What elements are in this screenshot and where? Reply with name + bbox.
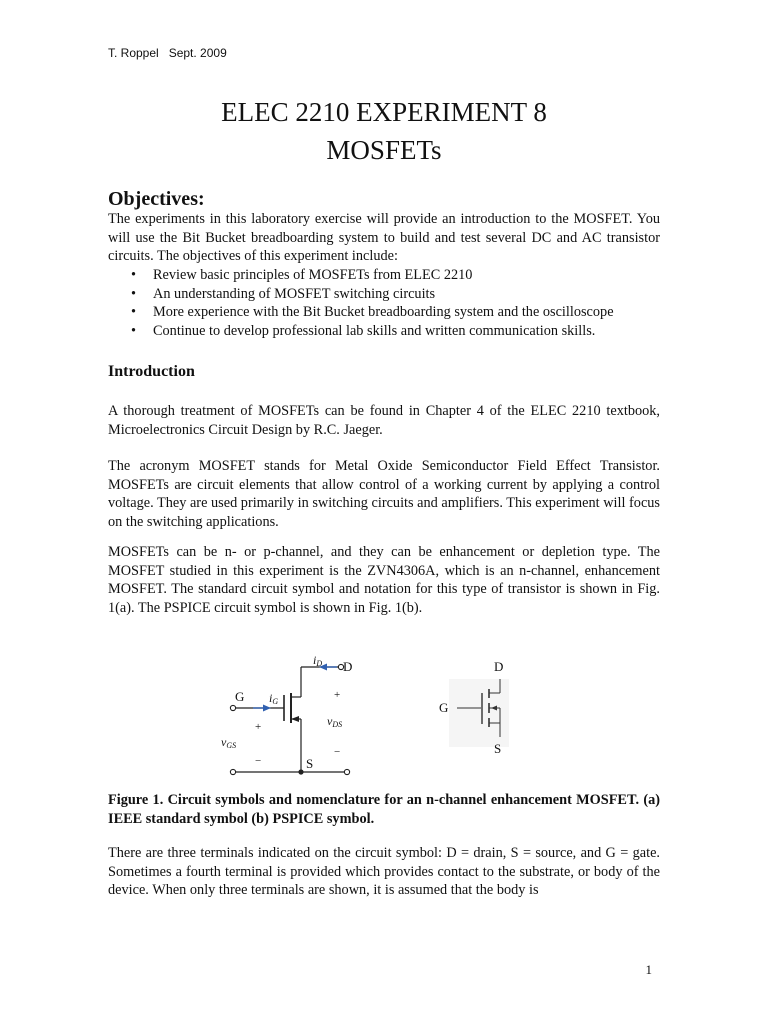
- source-label: S: [306, 756, 314, 771]
- vgs-minus-sign: −: [255, 755, 262, 767]
- drain-label: D: [343, 659, 353, 674]
- author-name: T. Roppel: [108, 46, 159, 60]
- objectives-heading: Objectives:: [108, 188, 205, 210]
- vds-minus-sign: −: [334, 746, 341, 758]
- document-title: ELEC 2210 EXPERIMENT 8: [221, 97, 547, 127]
- current-arrows: [253, 664, 337, 723]
- objective-item: • Review basic principles of MOSFETs from ELEC 2210: [108, 266, 660, 285]
- figure-caption: Figure 1. Circuit symbols and nomenclature for an n-channel enhancement MOSFET. (a) IEEE standard symbol (b) PSPICE symbol.: [108, 792, 660, 827]
- objective-item: • An understanding of MOSFET switching circuits: [108, 285, 660, 304]
- gate-terminal-icon: [230, 705, 235, 710]
- svg-text:iG: [269, 691, 278, 706]
- objectives-list: [108, 266, 660, 340]
- svg-text:vDS: [327, 714, 342, 729]
- vgs-label: v: [221, 735, 227, 749]
- objective-item: • Continue to develop professional lab skills and written communication skills.: [108, 322, 660, 341]
- gate-current-subscript: G: [272, 697, 279, 706]
- vgs-plus-sign: +: [255, 721, 262, 733]
- pspice-drain-label: D: [494, 659, 504, 674]
- terminals-paragraph: There are three terminals indicated on the circuit symbol: D = drain, S = source, and G = gate. Sometimes a fourth terminal is provided which provides contact to the substrate, or body of the device. When only three terminals are shown, it is assumed that the body is: [108, 845, 660, 899]
- gate-current-label: i: [269, 691, 273, 705]
- document-subtitle: MOSFETs: [326, 135, 442, 165]
- figure-1: [215, 645, 515, 785]
- introduction-paragraph-3: MOSFETs can be n- or p-channel, and they can be enhancement or depletion type. The MOSFET studied in this experiment is the ZVN4306A, which is an n-channel, enhancement MOSFET. The standard circuit symbol and notation for this type of transistor is shown in Fig. 1(a). The PSPICE circuit symbol is shown in Fig. 1(b).: [108, 544, 660, 616]
- vgs-subscript: GS: [226, 741, 237, 750]
- page-number: 1: [645, 962, 652, 977]
- drain-current-subscript: D: [316, 659, 323, 668]
- author-date: Sept. 2009: [168, 46, 227, 60]
- gate-label: G: [235, 689, 245, 704]
- ground-terminal-right-icon: [344, 769, 349, 774]
- vds-subscript: DS: [332, 720, 343, 729]
- vds-plus-sign: +: [334, 689, 341, 701]
- mosfet-symbols-diagram: [215, 645, 515, 785]
- pspice-source-label: S: [494, 741, 502, 756]
- source-arrow-icon: [291, 716, 299, 722]
- drain-current-label: i: [313, 653, 317, 667]
- introduction-paragraph-1: A thorough treatment of MOSFETs can be found in Chapter 4 of the ELEC 2210 textbook, Microelectronics Circuit Design by R.C. Jaeger.: [108, 403, 660, 438]
- ground-terminal-left-icon: [230, 769, 235, 774]
- objective-item: • More experience with the Bit Bucket breadboarding system and the oscilloscope: [108, 303, 660, 322]
- svg-text:iD: [313, 653, 322, 668]
- introduction-paragraph-2: The acronym MOSFET stands for Metal Oxide Semiconductor Field Effect Transistor. MOSFETs are circuit elements that allow control of a working current by applying a control voltage. They are used primarily in switching circuits and amplifiers. This experiment will focus on the switching applications.: [108, 458, 660, 530]
- source-junction-icon: [298, 769, 303, 774]
- introduction-heading: Introduction: [108, 363, 195, 380]
- pspice-gate-label: G: [439, 700, 449, 715]
- svg-text:vGS: [221, 735, 236, 750]
- gate-current-arrow-icon: [263, 705, 271, 712]
- objectives-paragraph: The experiments in this laboratory exercise will provide an introduction to the MOSFET. You will use the Bit Bucket breadboarding system to build and test several DC and AC transistor circuits. The objectives of this experiment include:: [108, 211, 660, 265]
- author-line: [108, 46, 227, 60]
- vds-label: v: [327, 714, 333, 728]
